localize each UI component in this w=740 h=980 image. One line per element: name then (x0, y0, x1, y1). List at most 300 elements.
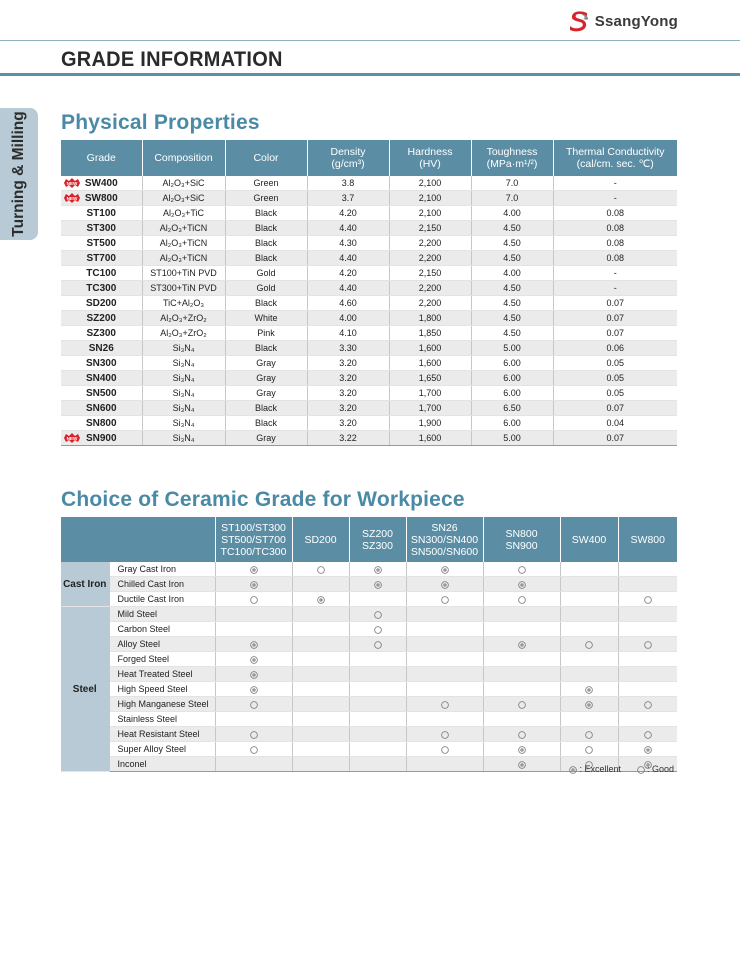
physical-properties-table (61, 140, 677, 446)
circle-icon (483, 562, 560, 577)
empty-cell (215, 607, 292, 622)
grade-cell (61, 191, 142, 206)
pp-row (61, 431, 677, 446)
empty-cell (483, 652, 560, 667)
choice-header-3: SZ200 SZ300 (349, 517, 406, 562)
grade-label: ST700 (86, 252, 116, 264)
thermal-cell: 0.07 (553, 326, 677, 341)
thermal-cell: - (553, 176, 677, 191)
workpiece-name: Heat Resistant Steel (109, 727, 215, 742)
pp-row (61, 236, 677, 251)
empty-cell (560, 622, 618, 637)
empty-cell (618, 667, 677, 682)
grade-label: SN600 (85, 402, 117, 414)
title-rule (0, 73, 740, 76)
empty-cell (618, 577, 677, 592)
empty-cell (349, 682, 406, 697)
double-circle-icon (406, 562, 483, 577)
pp-row (61, 386, 677, 401)
pp-header-6: Thermal Conductivity (cal/cm. sec. ℃) (553, 140, 677, 176)
thermal-cell: - (553, 191, 677, 206)
double-circle-icon (483, 757, 560, 772)
density-cell: 3.8 (307, 176, 389, 191)
grade-cell (61, 176, 142, 191)
workpiece-row (61, 667, 677, 682)
grade-cell (61, 431, 142, 446)
thermal-cell: 0.08 (553, 251, 677, 266)
pp-row (61, 176, 677, 191)
workpiece-name: Super Alloy Steel (109, 742, 215, 757)
double-circle-icon (560, 682, 618, 697)
density-cell: 4.10 (307, 326, 389, 341)
circle-icon (215, 592, 292, 607)
pp-header-0: Grade (61, 140, 142, 176)
thermal-cell: 0.07 (553, 401, 677, 416)
tough-cell: 4.50 (471, 221, 553, 236)
circle-icon (637, 764, 645, 774)
density-cell: 4.00 (307, 311, 389, 326)
comp-cell: Al₂O₃+TiCN (142, 221, 225, 236)
thermal-cell: 0.08 (553, 221, 677, 236)
comp-cell: TiC+Al₂O₃ (142, 296, 225, 311)
circle-icon (618, 727, 677, 742)
tough-cell: 4.00 (471, 266, 553, 281)
brand-name: SsangYong (594, 12, 678, 30)
empty-cell (215, 757, 292, 772)
double-circle-icon (215, 652, 292, 667)
tough-cell: 4.50 (471, 296, 553, 311)
empty-cell (560, 592, 618, 607)
workpiece-row (61, 592, 677, 607)
thermal-cell: 0.07 (553, 296, 677, 311)
pp-row (61, 311, 677, 326)
density-cell: 3.20 (307, 371, 389, 386)
workpiece-name: Stainless Steel (109, 712, 215, 727)
circle-icon (349, 622, 406, 637)
double-circle-icon (215, 562, 292, 577)
legend-good-label: : Good (646, 764, 674, 774)
hardness-cell: 1,700 (389, 401, 471, 416)
comp-cell: Si₃N₄ (142, 356, 225, 371)
grade-label: ST500 (86, 237, 116, 249)
double-circle-icon (483, 577, 560, 592)
pp-row (61, 266, 677, 281)
circle-icon (349, 637, 406, 652)
workpiece-row (61, 607, 677, 622)
grade-label: SN400 (85, 372, 117, 384)
grade-label: SN800 (85, 417, 117, 429)
empty-cell (406, 757, 483, 772)
circle-icon (560, 727, 618, 742)
density-cell: 4.20 (307, 206, 389, 221)
comp-cell: ST300+TiN PVD (142, 281, 225, 296)
thermal-cell: 0.07 (553, 311, 677, 326)
tough-cell: 4.50 (471, 236, 553, 251)
empty-cell (349, 652, 406, 667)
circle-icon (560, 742, 618, 757)
pp-header-3: Density (g/cm³) (307, 140, 389, 176)
comp-cell: Al₂O₃+TiCN (142, 236, 225, 251)
pp-row (61, 356, 677, 371)
hardness-cell: 2,150 (389, 221, 471, 236)
tough-cell: 7.0 (471, 191, 553, 206)
empty-cell (406, 712, 483, 727)
comp-cell: Si₃N₄ (142, 431, 225, 446)
grade-cell (61, 266, 142, 281)
pp-row (61, 281, 677, 296)
circle-icon (618, 592, 677, 607)
tough-cell: 6.00 (471, 416, 553, 431)
comp-cell: Al₂O₃+SiC (142, 176, 225, 191)
page-title: GRADE INFORMATION (61, 48, 283, 71)
empty-cell (560, 712, 618, 727)
density-cell: 4.30 (307, 236, 389, 251)
hardness-cell: 1,600 (389, 341, 471, 356)
empty-cell (292, 577, 349, 592)
choice-header-0 (61, 517, 215, 562)
workpiece-category: Steel (61, 607, 109, 772)
workpiece-category: Cast Iron (61, 562, 109, 607)
grade-cell (61, 386, 142, 401)
thermal-cell: 0.08 (553, 236, 677, 251)
empty-cell (215, 622, 292, 637)
physical-properties-title: Physical Properties (61, 111, 260, 134)
grade-label: SN300 (85, 357, 117, 369)
choice-header-2: SD200 (292, 517, 349, 562)
hardness-cell: 1,700 (389, 386, 471, 401)
pp-row (61, 296, 677, 311)
pp-row (61, 416, 677, 431)
color-cell: Gold (225, 266, 307, 281)
thermal-cell: 0.05 (553, 386, 677, 401)
hardness-cell: 2,150 (389, 266, 471, 281)
color-cell: Gray (225, 356, 307, 371)
empty-cell (292, 637, 349, 652)
ssangyong-logo-icon (567, 9, 591, 33)
empty-cell (292, 622, 349, 637)
pp-row (61, 341, 677, 356)
grade-label: ST300 (86, 222, 116, 234)
grade-label: SW800 (84, 192, 118, 204)
hardness-cell: 1,650 (389, 371, 471, 386)
workpiece-row (61, 622, 677, 637)
workpiece-name: Mild Steel (109, 607, 215, 622)
pp-header-4: Hardness (HV) (389, 140, 471, 176)
circle-icon (406, 742, 483, 757)
empty-cell (292, 667, 349, 682)
density-cell: 3.30 (307, 341, 389, 356)
pp-row (61, 371, 677, 386)
color-cell: Green (225, 191, 307, 206)
hardness-cell: 1,600 (389, 356, 471, 371)
grade-cell (61, 416, 142, 431)
empty-cell (483, 667, 560, 682)
double-circle-icon (349, 562, 406, 577)
empty-cell (406, 652, 483, 667)
workpiece-name: High Manganese Steel (109, 697, 215, 712)
grade-label: SN26 (88, 342, 114, 354)
density-cell: 4.20 (307, 266, 389, 281)
choice-of-grade-title: Choice of Ceramic Grade for Workpiece (61, 488, 465, 511)
grade-cell (61, 206, 142, 221)
empty-cell (483, 682, 560, 697)
pp-row (61, 206, 677, 221)
pp-row (61, 221, 677, 236)
comp-cell: Al₂O₃+ZrO₂ (142, 326, 225, 341)
color-cell: Gray (225, 431, 307, 446)
grade-cell (61, 281, 142, 296)
density-cell: 3.20 (307, 416, 389, 431)
empty-cell (292, 742, 349, 757)
empty-cell (483, 712, 560, 727)
grade-cell (61, 296, 142, 311)
workpiece-name: Carbon Steel (109, 622, 215, 637)
workpiece-name: Alloy Steel (109, 637, 215, 652)
workpiece-row (61, 712, 677, 727)
empty-cell (560, 652, 618, 667)
empty-cell (618, 562, 677, 577)
comp-cell: Si₃N₄ (142, 371, 225, 386)
double-circle-icon (560, 697, 618, 712)
empty-cell (560, 667, 618, 682)
circle-icon (215, 697, 292, 712)
empty-cell (349, 667, 406, 682)
tough-cell: 7.0 (471, 176, 553, 191)
density-cell: 4.40 (307, 221, 389, 236)
workpiece-name: Inconel (109, 757, 215, 772)
hardness-cell: 2,200 (389, 281, 471, 296)
thermal-cell: - (553, 266, 677, 281)
color-cell: Gold (225, 281, 307, 296)
grade-cell (61, 341, 142, 356)
workpiece-row (61, 682, 677, 697)
comp-cell: Si₃N₄ (142, 386, 225, 401)
empty-cell (618, 622, 677, 637)
pp-row (61, 251, 677, 266)
tough-cell: 4.50 (471, 251, 553, 266)
empty-cell (406, 622, 483, 637)
tough-cell: 5.00 (471, 431, 553, 446)
pp-row (61, 326, 677, 341)
empty-cell (618, 682, 677, 697)
circle-icon (215, 727, 292, 742)
pp-header-1: Composition (142, 140, 225, 176)
empty-cell (215, 712, 292, 727)
thermal-cell: 0.07 (553, 431, 677, 446)
tough-cell: 4.00 (471, 206, 553, 221)
empty-cell (349, 727, 406, 742)
empty-cell (618, 652, 677, 667)
double-circle-icon (483, 742, 560, 757)
empty-cell (292, 652, 349, 667)
density-cell: 4.60 (307, 296, 389, 311)
color-cell: Black (225, 416, 307, 431)
empty-cell (292, 712, 349, 727)
grade-cell (61, 221, 142, 236)
workpiece-name: Gray Cast Iron (109, 562, 215, 577)
grade-label: SZ200 (86, 312, 116, 324)
workpiece-name: High Speed Steel (109, 682, 215, 697)
circle-icon (406, 727, 483, 742)
empty-cell (618, 712, 677, 727)
choice-header-4: SN26 SN300/SN400 SN500/SN600 (406, 517, 483, 562)
color-cell: Black (225, 401, 307, 416)
double-circle-icon (215, 577, 292, 592)
svg-text:NEW: NEW (66, 180, 78, 186)
grade-cell (61, 401, 142, 416)
tough-cell: 6.00 (471, 356, 553, 371)
workpiece-row (61, 637, 677, 652)
empty-cell (292, 757, 349, 772)
empty-cell (406, 667, 483, 682)
empty-cell (349, 697, 406, 712)
empty-cell (560, 577, 618, 592)
circle-icon (406, 697, 483, 712)
hardness-cell: 1,600 (389, 431, 471, 446)
comp-cell: Si₃N₄ (142, 341, 225, 356)
circle-icon (483, 697, 560, 712)
hardness-cell: 2,200 (389, 296, 471, 311)
color-cell: Black (225, 251, 307, 266)
grade-cell (61, 251, 142, 266)
workpiece-name: Heat Treated Steel (109, 667, 215, 682)
hardness-cell: 2,100 (389, 176, 471, 191)
workpiece-row (61, 652, 677, 667)
grade-cell (61, 356, 142, 371)
tough-cell: 6.00 (471, 386, 553, 401)
color-cell: White (225, 311, 307, 326)
color-cell: Green (225, 176, 307, 191)
grade-label: SD200 (85, 297, 117, 309)
grade-label: TC300 (86, 282, 117, 294)
double-circle-icon (483, 637, 560, 652)
empty-cell (483, 622, 560, 637)
svg-text:NEW: NEW (66, 195, 78, 201)
circle-icon (560, 637, 618, 652)
choice-header-7: SW800 (618, 517, 677, 562)
hardness-cell: 1,800 (389, 311, 471, 326)
hardness-cell: 2,100 (389, 191, 471, 206)
empty-cell (349, 712, 406, 727)
double-circle-icon (406, 577, 483, 592)
empty-cell (406, 607, 483, 622)
color-cell: Black (225, 236, 307, 251)
thermal-cell: 0.04 (553, 416, 677, 431)
hardness-cell: 2,200 (389, 236, 471, 251)
circle-icon (618, 697, 677, 712)
circle-icon (483, 592, 560, 607)
circle-icon (483, 727, 560, 742)
comp-cell: Si₃N₄ (142, 401, 225, 416)
pp-header-2: Color (225, 140, 307, 176)
double-circle-icon (215, 667, 292, 682)
comp-cell: Si₃N₄ (142, 416, 225, 431)
comp-cell: ST100+TiN PVD (142, 266, 225, 281)
thermal-cell: 0.05 (553, 356, 677, 371)
color-cell: Gray (225, 371, 307, 386)
empty-cell (406, 682, 483, 697)
workpiece-name: Forged Steel (109, 652, 215, 667)
workpiece-row (61, 697, 677, 712)
hardness-cell: 1,900 (389, 416, 471, 431)
circle-icon (349, 607, 406, 622)
density-cell: 3.7 (307, 191, 389, 206)
tough-cell: 4.50 (471, 311, 553, 326)
grade-label: SN900 (85, 432, 117, 444)
empty-cell (560, 607, 618, 622)
tough-cell: 6.00 (471, 371, 553, 386)
comp-cell: Al₂O₃+ZrO₂ (142, 311, 225, 326)
grade-label: ST100 (86, 207, 116, 219)
circle-icon (215, 742, 292, 757)
tough-cell: 4.50 (471, 281, 553, 296)
grade-cell (61, 236, 142, 251)
grade-cell (61, 326, 142, 341)
double-circle-icon (215, 637, 292, 652)
comp-cell: Al₂O₃+SiC (142, 191, 225, 206)
circle-icon (618, 637, 677, 652)
color-cell: Black (225, 296, 307, 311)
grade-label: SZ300 (86, 327, 116, 339)
thermal-cell: - (553, 281, 677, 296)
empty-cell (349, 592, 406, 607)
workpiece-row (61, 727, 677, 742)
double-circle-icon (215, 682, 292, 697)
tough-cell: 4.50 (471, 326, 553, 341)
color-cell: Pink (225, 326, 307, 341)
svg-text:NEW: NEW (66, 435, 78, 441)
comp-cell: Al₂O₃+TiCN (142, 251, 225, 266)
pp-row (61, 401, 677, 416)
thermal-cell: 0.08 (553, 206, 677, 221)
density-cell: 3.20 (307, 356, 389, 371)
choice-header-6: SW400 (560, 517, 618, 562)
pp-header-5: Toughness (MPa·m¹/²) (471, 140, 553, 176)
choice-header-1: ST100/ST300 ST500/ST700 TC100/TC300 (215, 517, 292, 562)
density-cell: 3.22 (307, 431, 389, 446)
density-cell: 3.20 (307, 386, 389, 401)
workpiece-name: Chilled Cast Iron (109, 577, 215, 592)
color-cell: Gray (225, 386, 307, 401)
double-circle-icon (292, 592, 349, 607)
double-circle-icon (618, 742, 677, 757)
thermal-cell: 0.05 (553, 371, 677, 386)
empty-cell (618, 607, 677, 622)
hardness-cell: 1,850 (389, 326, 471, 341)
circle-icon (406, 592, 483, 607)
legend (569, 764, 676, 774)
grade-choice-table (61, 517, 677, 772)
empty-cell (292, 607, 349, 622)
empty-cell (406, 637, 483, 652)
choice-header-5: SN800 SN900 (483, 517, 560, 562)
density-cell: 3.20 (307, 401, 389, 416)
workpiece-row (61, 562, 677, 577)
density-cell: 4.40 (307, 281, 389, 296)
legend-excellent-label: : Excellent (579, 764, 621, 774)
double-circle-icon (569, 764, 577, 774)
comp-cell: Al₂O₃+TiC (142, 206, 225, 221)
empty-cell (483, 607, 560, 622)
side-tab-label: Turning & Milling (10, 111, 27, 237)
hardness-cell: 2,200 (389, 251, 471, 266)
tough-cell: 6.50 (471, 401, 553, 416)
grade-label: SN500 (85, 387, 117, 399)
grade-label: SW400 (84, 177, 118, 189)
brand-logo (567, 8, 678, 34)
empty-cell (349, 757, 406, 772)
top-bar (0, 0, 740, 41)
